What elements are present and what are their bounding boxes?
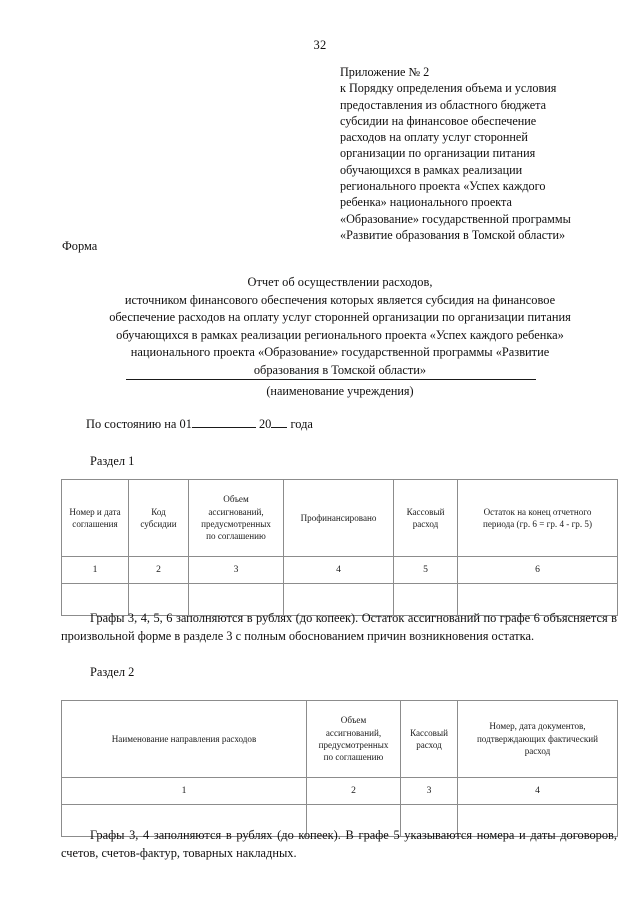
column-number-cell: 1 — [62, 778, 307, 805]
section-2-table — [61, 700, 618, 837]
table-header-row — [62, 701, 618, 778]
table-header-cell — [401, 701, 458, 778]
header-line: по соглашению — [206, 531, 266, 542]
header-line: Кассовый — [410, 727, 448, 738]
header-line: ассигнований, — [208, 506, 264, 517]
header-line: предусмотренных — [318, 740, 389, 750]
approval-line: организации по организации питания — [340, 146, 536, 161]
table-header-cell — [394, 480, 458, 557]
approval-line: обучающихся в рамках реализации — [340, 162, 523, 177]
as-of-date-suffix: года — [287, 417, 313, 431]
note-after-section-1: Графы 3, 4, 5, 6 заполняются в рублях (до копеек). Остаток ассигнований по графе 6 объясняется в произвольной форме в разделе 3 с полным обоснованием причин возникновения остатка. — [61, 611, 617, 644]
column-number-cell: 3 — [189, 557, 284, 584]
approval-line: предоставления из областного бюджета — [340, 97, 547, 112]
approval-line: субсидии на финансовое обеспечение — [340, 113, 537, 128]
column-number-cell: 6 — [458, 557, 618, 584]
approval-line: к Порядку определения объема и условия — [340, 81, 557, 96]
header-line: субсидии — [140, 519, 177, 529]
year-blank[interactable] — [271, 427, 287, 428]
header-line: предусмотренных — [201, 519, 271, 529]
table-header-cell — [189, 480, 284, 557]
header-line: Остаток на конец отчетного — [483, 506, 592, 517]
column-number-cell: 1 — [62, 557, 129, 584]
column-number-cell: 2 — [129, 557, 189, 584]
table-header-row — [62, 480, 618, 557]
table-header-cell — [284, 480, 394, 557]
title-line: национального проекта «Образование» государственной программы «Развитие — [130, 345, 550, 360]
header-line: по соглашению — [323, 752, 384, 763]
institution-name-caption: (наименование учреждения) — [266, 384, 414, 398]
title-line: обучающихся в рамках реализации регионального проекта «Успех каждого ребенка» — [116, 327, 564, 342]
page-number: 32 — [313, 38, 327, 52]
table-header-cell — [307, 701, 401, 778]
header-line: расход — [412, 519, 439, 529]
approval-line: «Развитие образования в Томской области» — [340, 227, 566, 242]
table-header-cell — [458, 480, 618, 557]
title-line: обеспечение расходов на оплату услуг сторонней организации по организации питания — [109, 310, 571, 325]
as-of-date-line — [86, 416, 313, 432]
day-month-blank[interactable] — [192, 427, 256, 428]
header-line: Номер, дата документов, — [489, 721, 586, 732]
title-line: источником финансового обеспечения которых является субсидия на финансовое — [124, 292, 556, 307]
note-after-section-2: Графы 3, 4 заполняются в рублях (до копеек). В графе 5 указываются номера и даты договоров, счетов, счетов-фактур, товарных накладных. — [61, 828, 617, 861]
document-title — [62, 274, 618, 380]
approval-line: ребенка» национального проекта — [340, 195, 512, 210]
column-number-cell: 5 — [394, 557, 458, 584]
section-1-label: Раздел 1 — [90, 454, 135, 468]
column-number-cell: 4 — [458, 778, 618, 805]
header-line: подтверждающих фактический — [476, 733, 599, 744]
header-line: периода (гр. 6 = гр. 4 - гр. 5) — [483, 519, 592, 529]
as-of-date-middle: 20 — [255, 417, 272, 431]
table-header-cell — [129, 480, 189, 557]
header-line: расход — [416, 740, 442, 750]
header-line: Объем — [223, 494, 249, 505]
approval-line: «Образование» государственной программы — [340, 211, 571, 226]
title-line: образования в Томской области» — [253, 362, 427, 377]
header-line: ассигнований, — [325, 727, 382, 738]
column-number-cell: 2 — [307, 778, 401, 805]
section-2-label: Раздел 2 — [90, 665, 135, 679]
approval-line: регионального проекта «Успех каждого — [340, 179, 546, 194]
column-number-cell: 3 — [401, 778, 458, 805]
institution-name-rule — [126, 379, 536, 380]
header-line: Наименование направления расходов — [111, 733, 257, 744]
table-column-number-row — [62, 778, 618, 805]
approval-line: Приложение № 2 — [340, 65, 430, 79]
header-line: Номер и дата — [69, 506, 121, 517]
column-number-cell: 4 — [284, 557, 394, 584]
title-line: Отчет об осуществлении расходов, — [247, 275, 433, 289]
header-line: Объем — [340, 715, 367, 726]
table-header-cell — [62, 701, 307, 778]
header-line: Код — [151, 506, 166, 517]
form-label: Форма — [62, 239, 98, 253]
section-1-table — [61, 479, 618, 616]
approval-line: расходов на оплату услуг сторонней — [340, 130, 528, 145]
header-line: Профинансировано — [300, 512, 377, 523]
header-line: соглашения — [72, 519, 118, 529]
as-of-date-prefix: По состоянию на 01 — [86, 417, 192, 431]
table-header-cell — [62, 480, 129, 557]
table-header-cell — [458, 701, 618, 778]
header-line: Кассовый — [406, 506, 445, 517]
header-line: расход — [524, 746, 551, 757]
table-column-number-row — [62, 557, 618, 584]
approval-reference-block — [340, 64, 610, 243]
